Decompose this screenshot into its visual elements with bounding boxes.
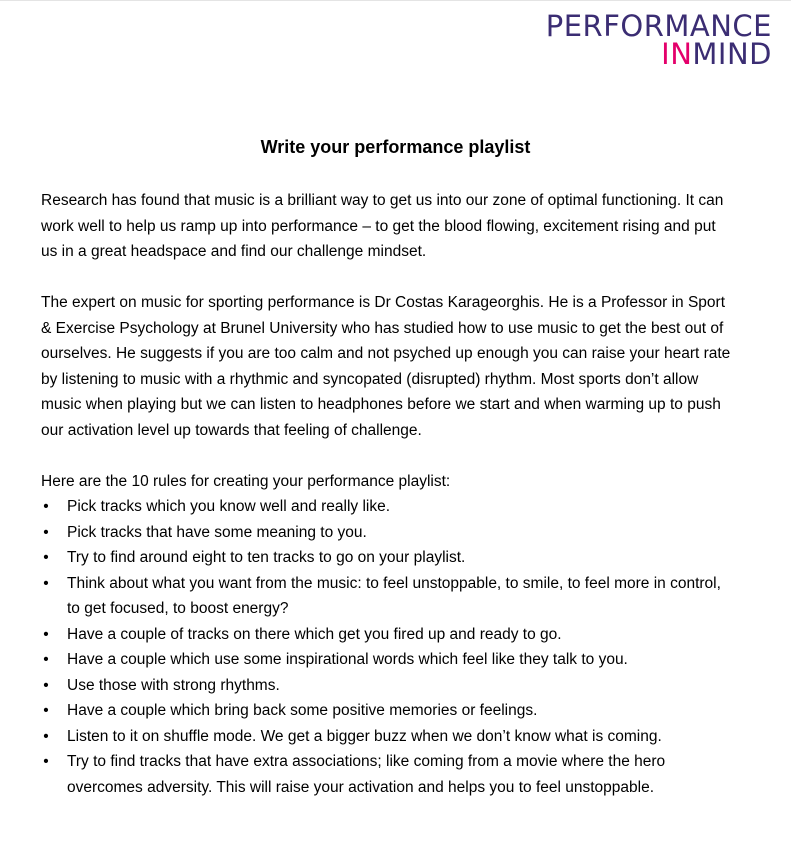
bullet-icon: • [43,702,49,719]
paragraph-research: Research has found that music is a brilliant way to get us into our zone of optimal functioning. It can work well to help us ramp up into performance – to get the blood flowing, excitement rising and put us in a great headspace and find our challenge mindset. [41,192,724,260]
list-item [41,698,731,724]
rule-text: Think about what you want from the music: to feel unstoppable, to smile, to feel more in control, to get focused, to boost energy? [67,574,721,617]
bullet-icon: • [43,753,49,770]
rules-intro: Here are the 10 rules for creating your performance playlist: [41,472,451,490]
list-item [41,622,731,648]
rule-text: Try to find around eight to ten tracks to go on your playlist. [67,549,466,566]
rule-text: Pick tracks that have some meaning to you. [67,523,367,541]
bullet-icon: • [43,549,49,566]
rule-text: Have a couple which bring back some positive memories or feelings. [67,702,538,719]
page-title: Write your performance playlist [260,137,531,157]
list-item [41,494,731,520]
bullet-icon: • [43,625,49,643]
bullet-icon: • [43,574,49,592]
list-item [41,647,731,673]
list-item [41,545,731,571]
bullet-icon: • [43,651,49,668]
bullet-icon: • [43,727,49,745]
bullet-icon: • [43,498,49,515]
rule-text: Use those with strong rhythms. [67,676,280,694]
top-divider [0,0,791,1]
document-body [41,188,731,800]
list-item [41,520,731,546]
performance-in-mind-logo [545,9,772,71]
list-item [41,724,731,750]
logo-line-performance: PERFORMANCE [545,9,772,43]
list-item [41,673,731,699]
bullet-icon: • [43,676,49,694]
rule-text: Have a couple of tracks on there which get you fired up and ready to go. [67,625,562,643]
rules-list [41,494,731,800]
logo-word-in: IN [661,37,693,71]
rule-text: Listen to it on shuffle mode. We get a bigger buzz when we don’t know what is coming. [67,727,662,745]
paragraph-expert: The expert on music for sporting performance is Dr Costas Karageorghis. He is a Professor in Sport & Exercise Psychology at Brunel University who has studied how to use music to get the best out of ourselves. He suggests if you are too calm and not psyched up enough you can raise your heart rate by listening to music with a rhythmic and syncopated (disrupted) rhythm. Most sports don’t allow music when playing but we can listen to headphones before we start and when warming up to push our activation level up towards that feeling of challenge. [41,294,731,439]
list-item [41,749,731,800]
rule-text: Have a couple which use some inspirational words which feel like they talk to you. [67,651,628,668]
logo-word-mind: MIND [692,37,772,71]
rule-text: Try to find tracks that have extra associations; like coming from a movie where the hero overcomes adversity. This will raise your activation and helps you to feel unstoppable. [67,753,666,796]
bullet-icon: • [43,523,49,541]
list-item [41,571,731,622]
logo-line-inmind [546,37,772,71]
rule-text: Pick tracks which you know well and really like. [67,498,391,515]
